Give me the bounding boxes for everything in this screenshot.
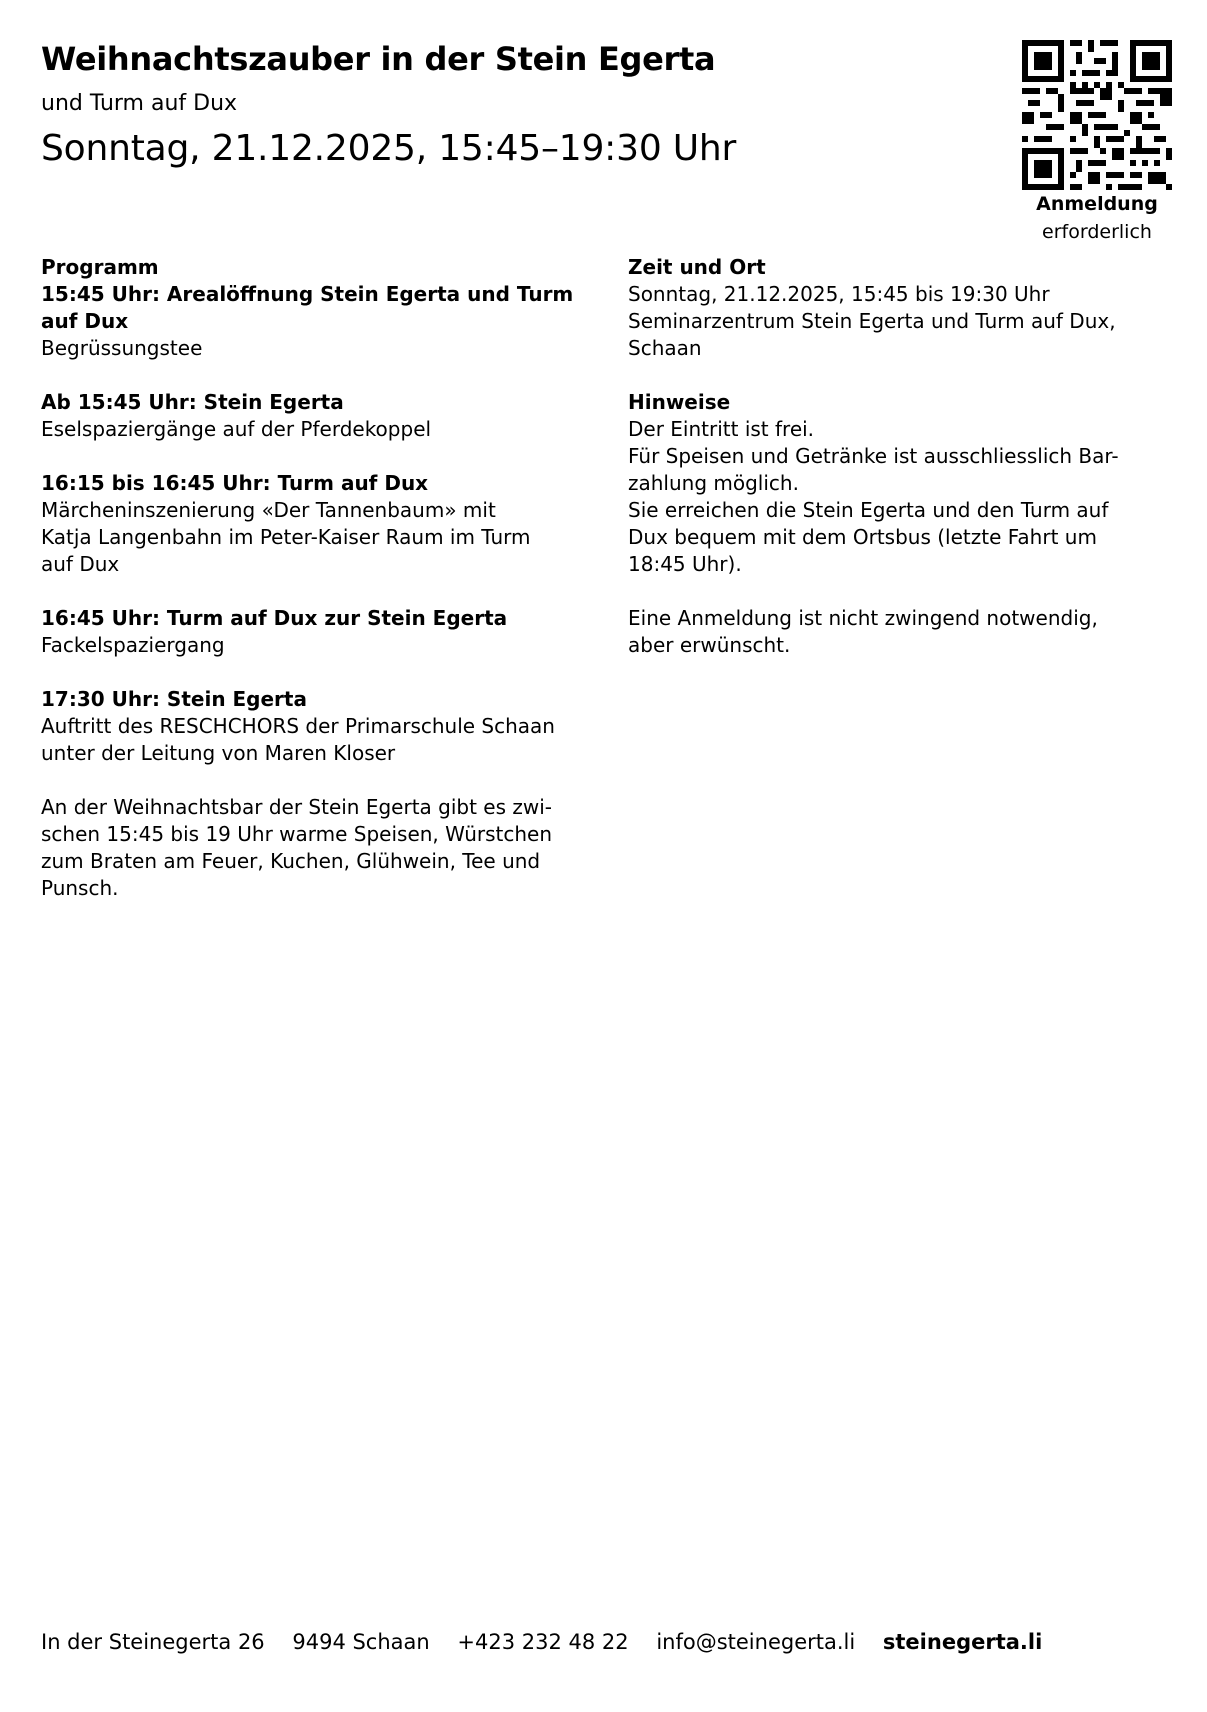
event-date: Sonntag, 21.12.2025, 15:45–19:30 Uhr xyxy=(41,128,737,169)
bar-text: An der Weihnachtsbar der Stein Egerta gibt es zwi- xyxy=(41,795,553,819)
bar-paragraph xyxy=(41,794,601,902)
program-item xyxy=(41,254,601,362)
program-item-head: 16:45 Uhr: Turm auf Dux zur Stein Egerta xyxy=(41,606,508,630)
bar-text: schen 15:45 bis 19 Uhr warme Speisen, Würstchen xyxy=(41,822,553,846)
notes-text: 18:45 Uhr). xyxy=(628,552,742,576)
time-place-text: Schaan xyxy=(628,336,702,360)
program-item-text: Auftritt des RESCHCHORS der Primarschule Schaan xyxy=(41,714,555,738)
notes-heading: Hinweise xyxy=(628,390,731,414)
bar-text: zum Braten am Feuer, Kuchen, Glühwein, Tee und xyxy=(41,849,541,873)
qr-caption-sub: erforderlich xyxy=(1042,221,1152,243)
footer-address: In der Steinegerta 26 xyxy=(41,1630,265,1654)
footer-email[interactable]: info@steinegerta.li xyxy=(656,1630,856,1654)
program-item-text: auf Dux xyxy=(41,552,120,576)
program-item-text: Katja Langenbahn im Peter-Kaiser Raum im Turm xyxy=(41,525,531,549)
qr-code-icon[interactable] xyxy=(1022,40,1172,190)
info-column xyxy=(628,254,1168,686)
footer-website[interactable]: steinegerta.li xyxy=(882,1630,1043,1654)
time-place-text: Sonntag, 21.12.2025, 15:45 bis 19:30 Uhr xyxy=(628,282,1050,306)
qr-caption-strong: Anmeldung xyxy=(1036,193,1158,215)
notes-text: Sie erreichen die Stein Egerta und den Turm auf xyxy=(628,498,1109,522)
subtitle: und Turm auf Dux xyxy=(41,91,238,116)
time-place-text: Seminarzentrum Stein Egerta und Turm auf Dux, xyxy=(628,309,1116,333)
program-item-head: 17:30 Uhr: Stein Egerta xyxy=(41,687,307,711)
program-item xyxy=(41,470,601,578)
footer-phone[interactable]: +423 232 48 22 xyxy=(457,1630,629,1654)
registration-text: aber erwünscht. xyxy=(628,633,791,657)
qr-caption xyxy=(1010,190,1184,246)
program-item-head: 15:45 Uhr: Arealöffnung Stein Egerta und Turm xyxy=(41,282,574,306)
notes-text: Dux bequem mit dem Ortsbus (letzte Fahrt um xyxy=(628,525,1097,549)
program-item-head: 16:15 bis 16:45 Uhr: Turm auf Dux xyxy=(41,471,429,495)
bar-text: Punsch. xyxy=(41,876,119,900)
notes-text: Für Speisen und Getränke ist ausschliesslich Bar- xyxy=(628,444,1119,468)
program-item-text: unter der Leitung von Maren Kloser xyxy=(41,741,396,765)
time-place-heading: Zeit und Ort xyxy=(628,255,766,279)
page-title: Weihnachtszauber in der Stein Egerta xyxy=(41,40,716,78)
program-item-text: Märcheninszenierung «Der Tannenbaum» mit xyxy=(41,498,496,522)
program-item-head-cont: auf Dux xyxy=(41,309,129,333)
program-item-text: Begrüssungstee xyxy=(41,336,203,360)
program-item xyxy=(41,686,601,767)
registration-note xyxy=(628,605,1168,659)
program-item-head: Ab 15:45 Uhr: Stein Egerta xyxy=(41,390,344,414)
registration-text: Eine Anmeldung ist nicht zwingend notwendig, xyxy=(628,606,1098,630)
program-item-text: Fackelspaziergang xyxy=(41,633,225,657)
notes-text: zahlung möglich. xyxy=(628,471,799,495)
program-item-text: Eselspaziergänge auf der Pferdekoppel xyxy=(41,417,432,441)
notes-text: Der Eintritt ist frei. xyxy=(628,417,815,441)
time-place-section xyxy=(628,254,1168,362)
program-item xyxy=(41,389,601,443)
footer-city: 9494 Schaan xyxy=(292,1630,430,1654)
program-column xyxy=(41,254,601,929)
program-item xyxy=(41,605,601,659)
notes-section xyxy=(628,389,1168,578)
program-heading: Programm xyxy=(41,255,159,279)
footer xyxy=(41,1630,1042,1654)
